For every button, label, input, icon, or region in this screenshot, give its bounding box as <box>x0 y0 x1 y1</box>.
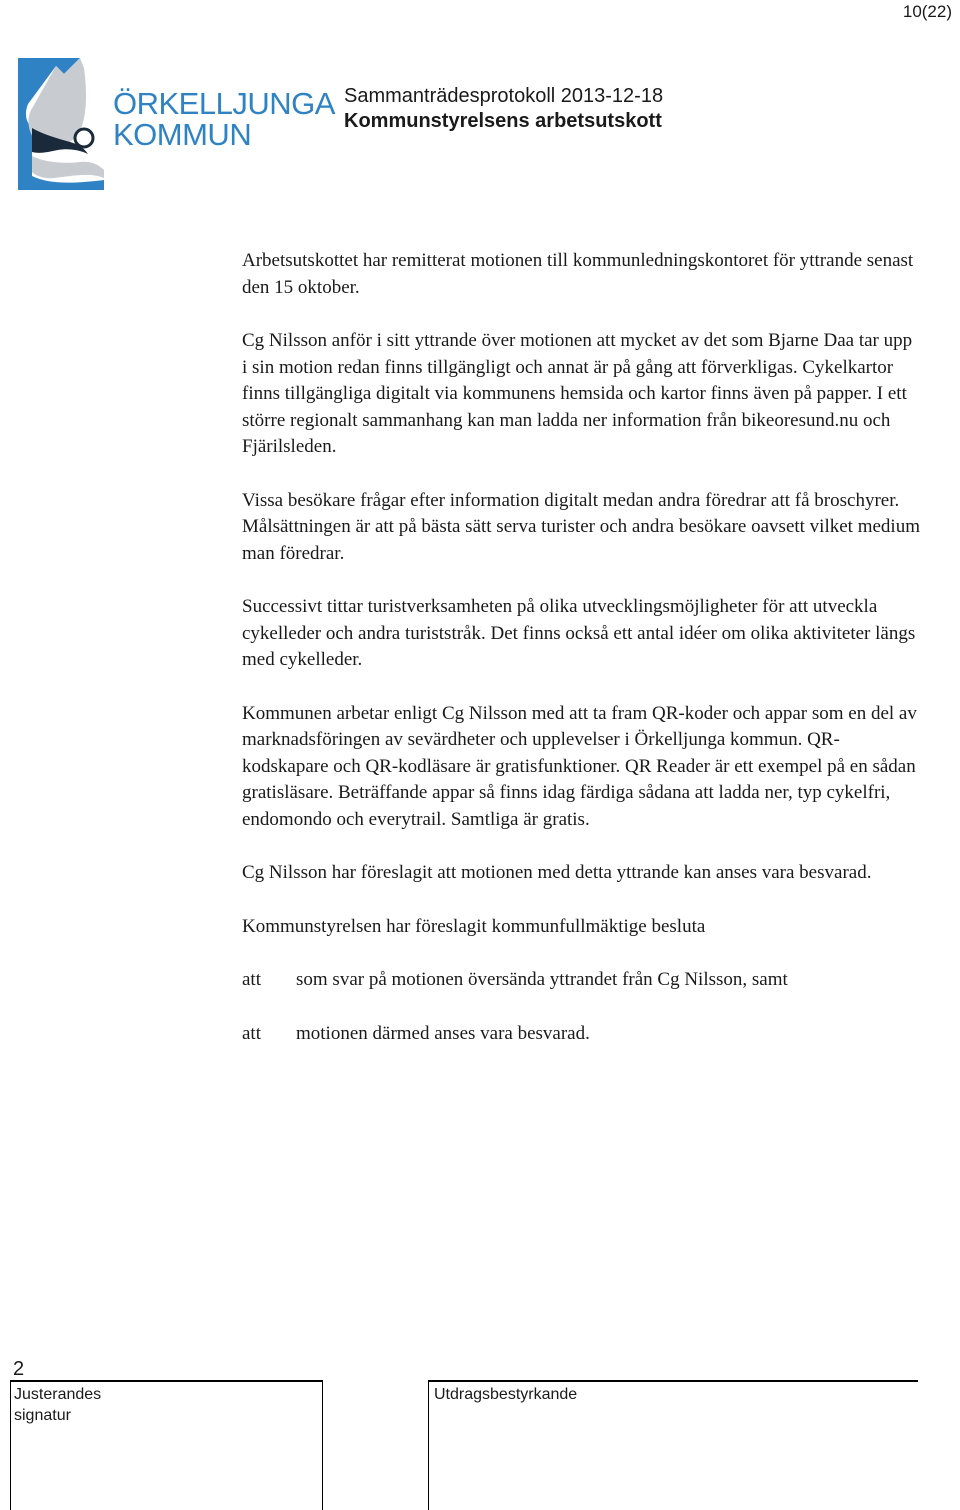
decision-text: motionen därmed anses vara besvarad. <box>296 1022 590 1044</box>
decision-text: som svar på motionen översända yttrandet från Cg Nilsson, samt <box>296 969 788 990</box>
footer-page-number: 2 <box>13 1358 25 1380</box>
municipality-logo <box>18 58 335 190</box>
decision-item <box>242 967 922 994</box>
logo-line-1: ÖRKELLJUNGA <box>113 86 335 121</box>
footer-divider-left <box>10 1380 322 1382</box>
paragraph: Cg Nilsson har föreslagit att motionen med detta yttrande kan anses vara besvarad. <box>242 862 872 883</box>
paragraph: Successivt tittar turistverksamheten på olika utvecklingsmöjligheter för att utveckla cykelleder och andra turiststråk. Det finns också ett antal idéer om olika aktiviteter längs med cykelleder. <box>242 596 916 670</box>
decision-lead: att <box>242 1022 261 1044</box>
decision-item <box>242 1021 922 1048</box>
paragraph: Kommunen arbetar enligt Cg Nilsson med att ta fram QR-koder och appar som en del av marknadsföringen av sevärdheter och upplevelser i Örkelljunga kommun. QR-kodskapare och QR-kodläsare är gratisfunktioner. QR Reader är ett exempel på en sådan gratisläsare. Beträffande appar så finns idag färdiga sådana att ladda ner, typ cykelfri, endomondo och everytrail. Samtliga är gratis. <box>242 702 917 830</box>
coat-of-arms-icon <box>18 58 108 190</box>
signature-label: Justerandes signatur <box>14 1386 102 1424</box>
certification-label: Utdragsbestyrkande <box>434 1386 578 1403</box>
page-number: 10(22) <box>902 2 952 21</box>
paragraph: Arbetsutskottet har remitterat motionen till kommunledningskontoret för yttrande senast den 15 oktober. <box>242 250 914 298</box>
protocol-title: Sammanträdesprotokoll 2013-12-18 <box>344 85 664 107</box>
document-header <box>344 84 663 134</box>
footer-border <box>322 1380 323 1510</box>
committee-name: Kommunstyrelsens arbetsutskott <box>344 110 662 132</box>
document-body <box>242 248 922 1074</box>
footer-border <box>10 1380 11 1510</box>
logo-wordmark <box>113 88 335 150</box>
paragraph: Vissa besökare frågar efter information digitalt medan andra föredrar att få broschyrer. Målsättningen är att på bästa sätt serva turister och andra besökare oavsett vilket medium man föredrar. <box>242 489 920 564</box>
footer-divider-right <box>428 1380 918 1382</box>
logo-line-2: KOMMUN <box>113 117 252 152</box>
paragraph: Cg Nilsson anför i sitt yttrande över motionen att mycket av det som Bjarne Daa tar upp i sin motion redan finns tillgängligt och annat är på gång att förverkligas. Cykelkartor finns tillgängliga digitalt via kommunens hemsida och kartor finns även på papper. I ett större regionalt sammanhang kan man ladda ner information från bikeoresund.nu och Fjärilsleden. <box>242 330 913 457</box>
paragraph: Kommunstyrelsen har föreslagit kommunfullmäktige besluta <box>242 915 706 937</box>
signature-footer <box>0 1352 960 1508</box>
footer-border <box>428 1380 429 1510</box>
decision-lead: att <box>242 969 261 990</box>
